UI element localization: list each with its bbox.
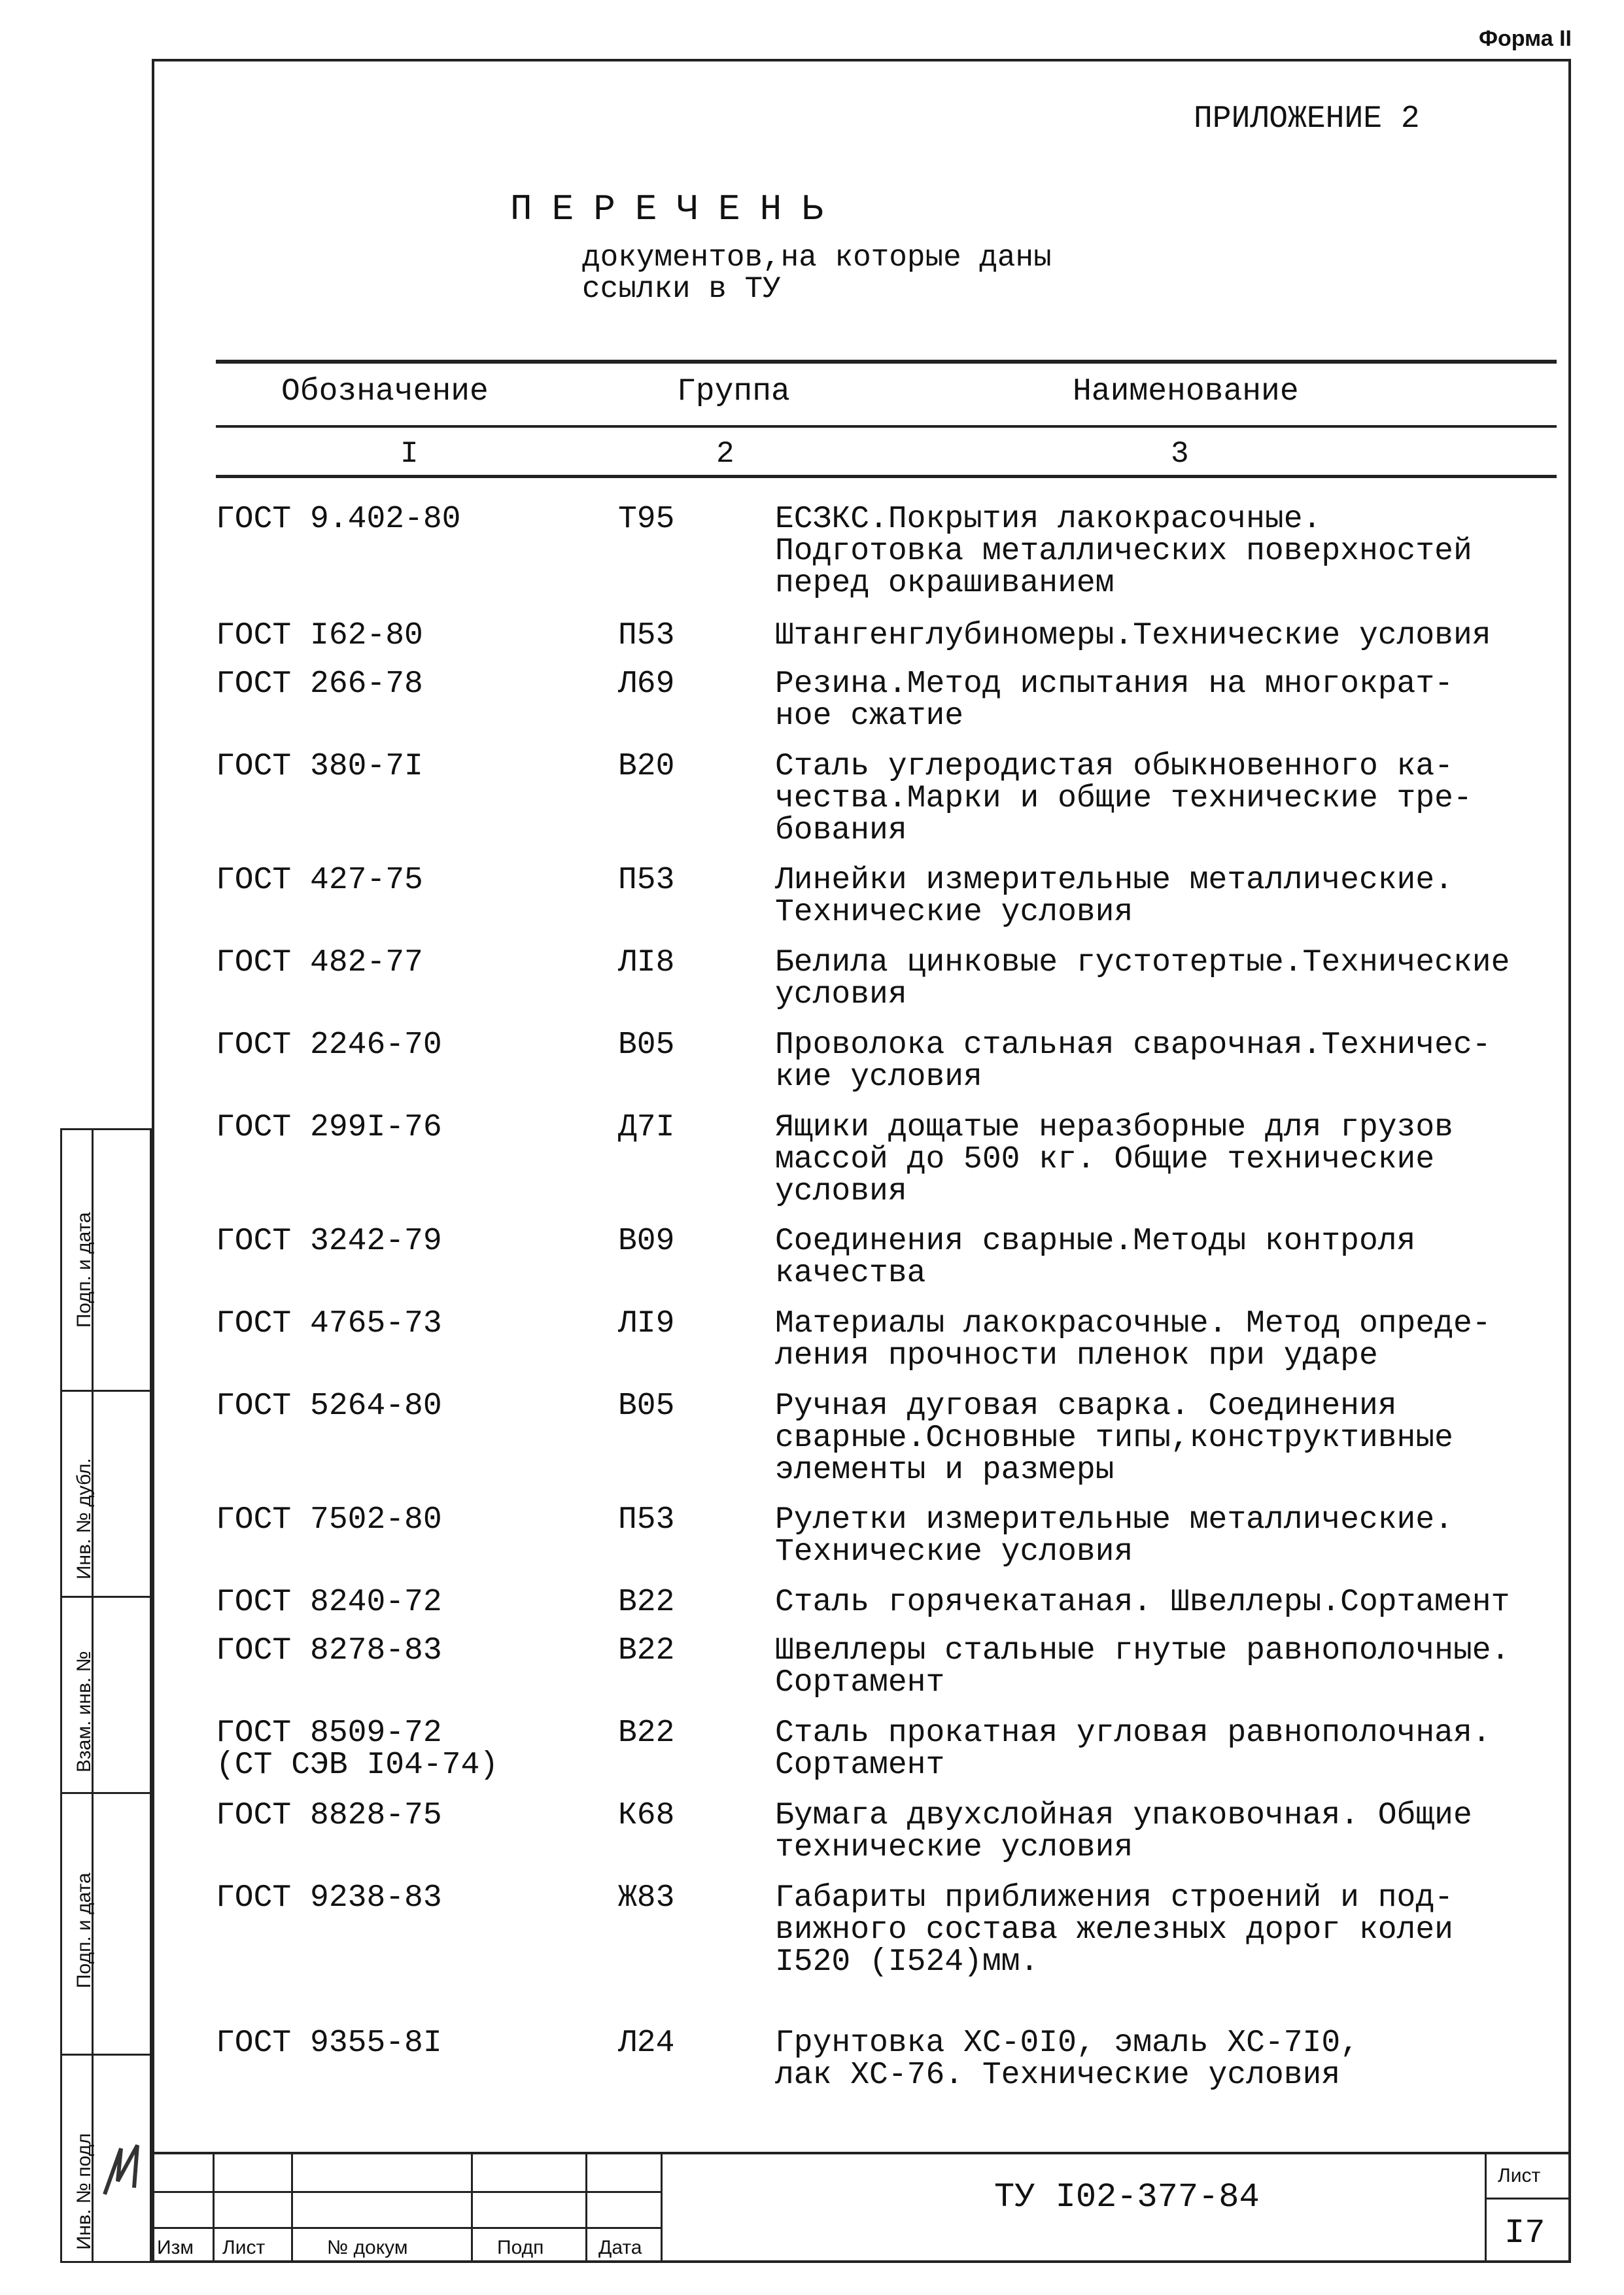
row-name: Линейки измерительные металлические. Технические условия — [775, 863, 1453, 930]
row-name: Габариты приближения строений и под- вижного состава железных дорог колеи I520 (I524)мм. — [775, 1880, 1453, 1980]
row-group: П53 — [618, 1502, 675, 1538]
row-name: Ручная дуговая сварка. Соединения сварные.Основные типы,конструктивные элементы и размеры — [775, 1389, 1453, 1488]
row-name: Бумага двухслойная упаковочная. Общие технические условия — [775, 1798, 1472, 1865]
row-designation: ГОСТ 299I-76 — [216, 1110, 442, 1145]
row-name: Белила цинковые густотертые.Технические условия — [775, 945, 1510, 1012]
row-group: Ж83 — [618, 1880, 675, 1916]
title-block-divider — [471, 2152, 473, 2263]
page-subtitle: документов,на которые даны ссылки в ТУ — [582, 241, 1052, 306]
title-block-divider — [1485, 2152, 1487, 2263]
row-group: ЛI8 — [618, 945, 675, 980]
row-designation: ГОСТ 8240-72 — [216, 1585, 442, 1620]
sheet-label: Лист — [1498, 2165, 1541, 2186]
column-number-3: 3 — [1171, 437, 1189, 471]
row-name: Проволока стальная сварочная.Техничес- кие условия — [775, 1027, 1491, 1095]
row-name: Сталь углеродистая обыкновенного ка- чества.Марки и общие технические тре- бования — [775, 749, 1472, 848]
sheet-number: I7 — [1504, 2214, 1546, 2252]
row-designation: ГОСТ 266-78 — [216, 666, 423, 702]
header-designation: Обозначение — [281, 374, 489, 409]
header-group: Группа — [677, 374, 790, 409]
title-block-divider — [291, 2152, 293, 2263]
title-block-divider — [585, 2152, 587, 2263]
title-block-divider — [213, 2152, 215, 2263]
title-block-label-change: Изм — [157, 2237, 194, 2258]
row-group: В05 — [618, 1389, 675, 1424]
handwritten-signature-mark — [98, 2135, 150, 2207]
row-designation: ГОСТ 9.402-80 — [216, 502, 461, 537]
row-designation: ГОСТ I62-80 — [216, 618, 423, 653]
row-designation: ГОСТ 482-77 — [216, 945, 423, 980]
row-group: В20 — [618, 749, 675, 784]
header-rule — [216, 425, 1557, 428]
row-designation: ГОСТ 2246-70 — [216, 1027, 442, 1063]
row-designation: ГОСТ 9355-8I — [216, 2026, 442, 2061]
row-name: Рулетки измерительные металлические. Технические условия — [775, 1502, 1453, 1570]
row-group: Д7I — [618, 1110, 675, 1145]
row-name: ЕСЗКС.Покрытия лакокрасочные. Подготовка металлических поверхностей перед окрашиванием — [775, 502, 1472, 601]
row-group: Т95 — [618, 502, 675, 537]
stamp-label-duplicate-inv: Инв. № дубл. — [73, 1458, 95, 1579]
stamp-label-replace-inv: Взам. инв. № — [73, 1651, 95, 1772]
row-name: Швеллеры стальные гнутые равнополочные. Сортамент — [775, 1633, 1510, 1700]
row-group: В22 — [618, 1633, 675, 1668]
row-designation: ГОСТ 380-7I — [216, 749, 423, 784]
row-designation: ГОСТ 9238-83 — [216, 1880, 442, 1916]
title-block-label-sheet: Лист — [222, 2237, 266, 2258]
row-name: Сталь горячекатаная. Швеллеры.Сортамент — [775, 1585, 1510, 1620]
side-stamp-separator — [60, 1792, 152, 1794]
form-label: Форма II — [1478, 26, 1572, 51]
row-name: Материалы лакокрасочные. Метод опреде- ления прочности пленок при ударе — [775, 1306, 1491, 1373]
row-group: П53 — [618, 618, 675, 653]
row-designation: ГОСТ 8828-75 — [216, 1798, 442, 1833]
row-name: Штангенглубиномеры.Технические условия — [775, 618, 1491, 653]
row-name: Соединения сварные.Методы контроля качества — [775, 1224, 1416, 1291]
row-designation: ГОСТ 5264-80 — [216, 1389, 442, 1424]
row-group: В22 — [618, 1716, 675, 1751]
row-designation: ГОСТ 7502-80 — [216, 1502, 442, 1538]
side-stamp-separator — [60, 2054, 152, 2056]
row-group: ЛI9 — [618, 1306, 675, 1341]
column-number-rule — [216, 475, 1557, 478]
title-block-label-signature: Подп — [497, 2237, 544, 2258]
title-block-label-document: № докум — [327, 2237, 408, 2258]
row-name: Грунтовка ХС-0I0, эмаль ХС-7I0, лак ХС-76. Технические условия — [775, 2026, 1359, 2093]
title-block-label-date: Дата — [598, 2237, 642, 2258]
row-designation: ГОСТ 8509-72 (СТ СЭВ I04-74) — [216, 1716, 499, 1783]
row-group: К68 — [618, 1798, 675, 1833]
row-designation: ГОСТ 4765-73 — [216, 1306, 442, 1341]
page-title: ПЕРЕЧЕНЬ — [510, 188, 843, 230]
stamp-label-sign-date: Подп. и дата — [73, 1872, 95, 1988]
stamp-label-sign-date: Подп. и дата — [73, 1212, 95, 1328]
row-group: П53 — [618, 863, 675, 898]
row-designation: ГОСТ 3242-79 — [216, 1224, 442, 1259]
title-block-divider — [661, 2152, 663, 2263]
row-group: Л24 — [618, 2026, 675, 2061]
row-group: В09 — [618, 1224, 675, 1259]
title-block-row-line — [1485, 2198, 1571, 2200]
row-group: В05 — [618, 1027, 675, 1063]
header-name: Наименование — [1073, 374, 1299, 409]
column-number-1: I — [400, 437, 419, 471]
row-name: Резина.Метод испытания на многократ- ное сжатие — [775, 666, 1453, 734]
title-block-row-line — [152, 2191, 661, 2193]
side-stamp-separator — [60, 1596, 152, 1598]
side-stamp-separator — [60, 1390, 152, 1392]
table-top-rule — [216, 360, 1557, 364]
row-name: Ящики дощатые неразборные для грузов массой до 500 кг. Общие технические условия — [775, 1110, 1453, 1209]
row-name: Сталь прокатная угловая равнополочная. Сортамент — [775, 1716, 1491, 1783]
row-group: Л69 — [618, 666, 675, 702]
row-designation: ГОСТ 427-75 — [216, 863, 423, 898]
row-group: В22 — [618, 1585, 675, 1620]
appendix-label: ПРИЛОЖЕНИЕ 2 — [1194, 101, 1420, 137]
stamp-label-original-inv: Инв. № подл — [73, 2133, 95, 2250]
document-code: ТУ I02-377-84 — [994, 2178, 1260, 2217]
row-designation: ГОСТ 8278-83 — [216, 1633, 442, 1668]
column-number-2: 2 — [716, 437, 734, 471]
title-block-row-line — [152, 2227, 661, 2229]
